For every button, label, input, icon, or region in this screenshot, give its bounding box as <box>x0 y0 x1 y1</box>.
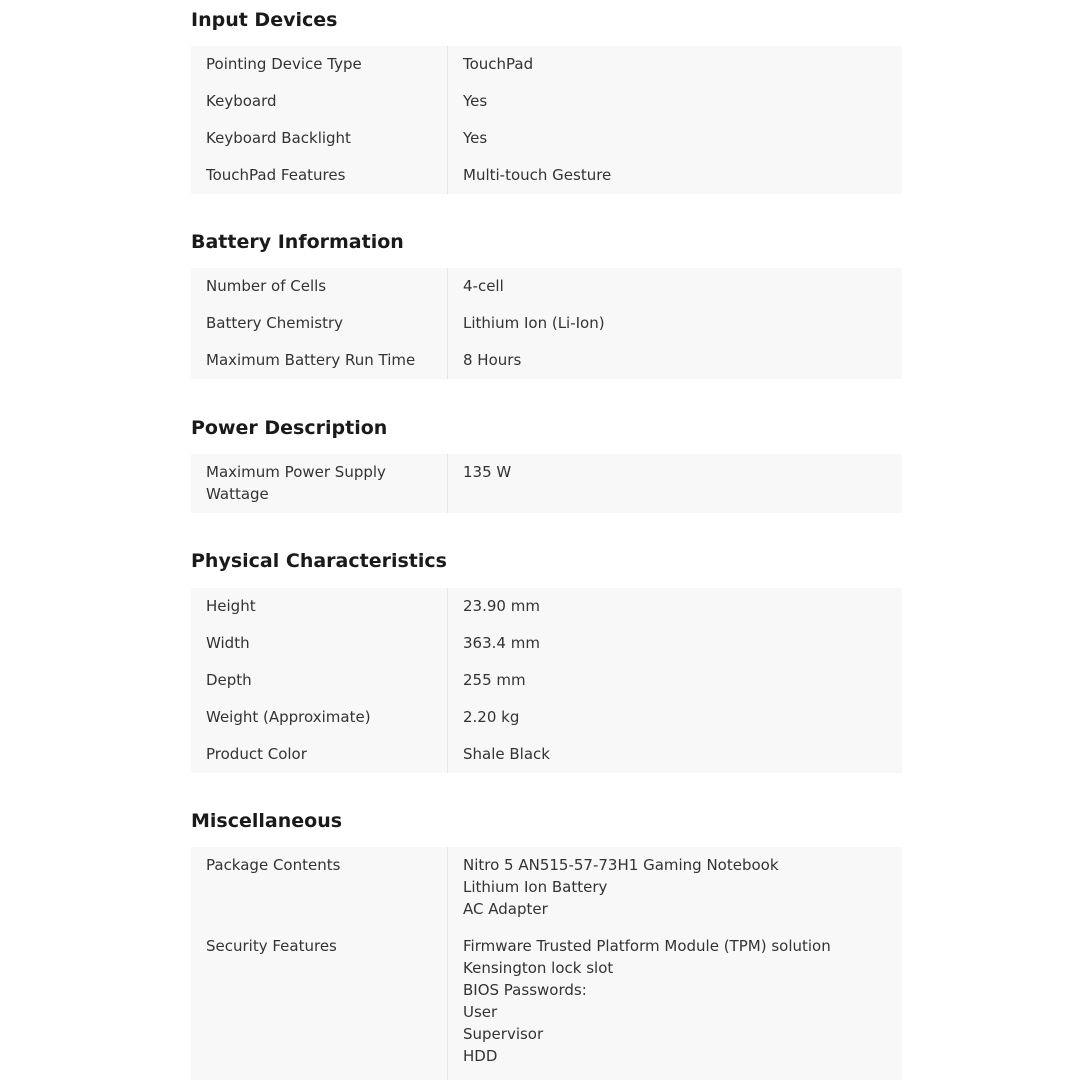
spec-table-power-description <box>191 454 902 513</box>
spec-value-line: Kensington lock slot <box>463 959 614 977</box>
spec-row <box>191 53 902 75</box>
spec-row <box>191 595 902 617</box>
spec-label: Pointing Device Type <box>206 55 362 73</box>
spec-value-line: 255 mm <box>463 671 526 689</box>
spec-value-line: 363.4 mm <box>463 634 540 652</box>
spec-value-line: 8 Hours <box>463 351 522 369</box>
spec-row <box>191 349 902 371</box>
section-title-battery-information: Battery Information <box>191 231 404 253</box>
spec-table-input-devices <box>191 46 902 194</box>
spec-value-line: 135 W <box>463 463 512 481</box>
spec-label: Width <box>206 634 250 652</box>
spec-label: TouchPad Features <box>206 166 346 184</box>
spec-row <box>191 935 902 1067</box>
spec-table-battery-information <box>191 268 902 379</box>
spec-row <box>191 312 902 334</box>
spec-row <box>191 632 902 654</box>
spec-value <box>447 127 902 149</box>
spec-value-line: Nitro 5 AN515-57-73H1 Gaming Notebook <box>463 856 779 874</box>
spec-label: Security Features <box>206 937 337 955</box>
spec-row <box>191 164 902 186</box>
spec-table-physical-characteristics <box>191 588 902 773</box>
spec-label: Battery Chemistry <box>206 314 344 332</box>
spec-row <box>191 90 902 112</box>
spec-value-line: Yes <box>463 92 488 110</box>
spec-row <box>191 127 902 149</box>
spec-value-line: Lithium Ion Battery <box>463 878 608 896</box>
spec-row <box>191 743 902 765</box>
spec-value-line: Lithium Ion (Li-Ion) <box>463 314 605 332</box>
spec-value <box>447 669 902 691</box>
spec-row <box>191 706 902 728</box>
spec-value-line: User <box>463 1003 498 1021</box>
spec-value <box>447 854 902 920</box>
section-title-input-devices: Input Devices <box>191 9 338 31</box>
spec-value <box>447 706 902 728</box>
spec-row <box>191 461 902 505</box>
spec-label: Weight (Approximate) <box>206 708 371 726</box>
spec-value-line: Firmware Trusted Platform Module (TPM) solution <box>463 937 831 955</box>
spec-value-line: Shale Black <box>463 745 550 763</box>
spec-row <box>191 669 902 691</box>
spec-value <box>447 632 902 654</box>
spec-label: Package Contents <box>206 856 341 874</box>
spec-value <box>447 275 902 297</box>
spec-value-line: TouchPad <box>463 55 534 73</box>
spec-label: Number of Cells <box>206 277 327 295</box>
spec-label: Maximum Battery Run Time <box>206 351 416 369</box>
spec-value-line: BIOS Passwords: <box>463 981 587 999</box>
section-title-physical-characteristics: Physical Characteristics <box>191 550 447 572</box>
spec-label: Depth <box>206 671 252 689</box>
spec-value-line: Supervisor <box>463 1025 544 1043</box>
spec-value-line: Multi-touch Gesture <box>463 166 612 184</box>
spec-label: Product Color <box>206 745 307 763</box>
spec-value <box>447 53 902 75</box>
spec-value-line: HDD <box>463 1047 498 1065</box>
spec-value <box>447 164 902 186</box>
spec-value <box>447 312 902 334</box>
spec-label: Maximum Power Supply Wattage <box>206 463 386 503</box>
spec-value <box>447 90 902 112</box>
spec-value <box>447 595 902 617</box>
spec-value-line: 2.20 kg <box>463 708 520 726</box>
spec-value-line: AC Adapter <box>463 900 548 918</box>
section-title-miscellaneous: Miscellaneous <box>191 810 343 832</box>
spec-value <box>447 935 902 1067</box>
spec-value <box>447 461 902 505</box>
spec-value <box>447 349 902 371</box>
spec-value-line: Yes <box>463 129 488 147</box>
spec-value <box>447 743 902 765</box>
spec-row <box>191 854 902 920</box>
section-title-power-description: Power Description <box>191 417 388 439</box>
spec-label: Keyboard <box>206 92 277 110</box>
spec-row <box>191 275 902 297</box>
spec-table-miscellaneous <box>191 847 902 1080</box>
spec-label: Keyboard Backlight <box>206 129 351 147</box>
spec-value-line: 4-cell <box>463 277 504 295</box>
spec-value-line: 23.90 mm <box>463 597 540 615</box>
spec-label: Height <box>206 597 256 615</box>
